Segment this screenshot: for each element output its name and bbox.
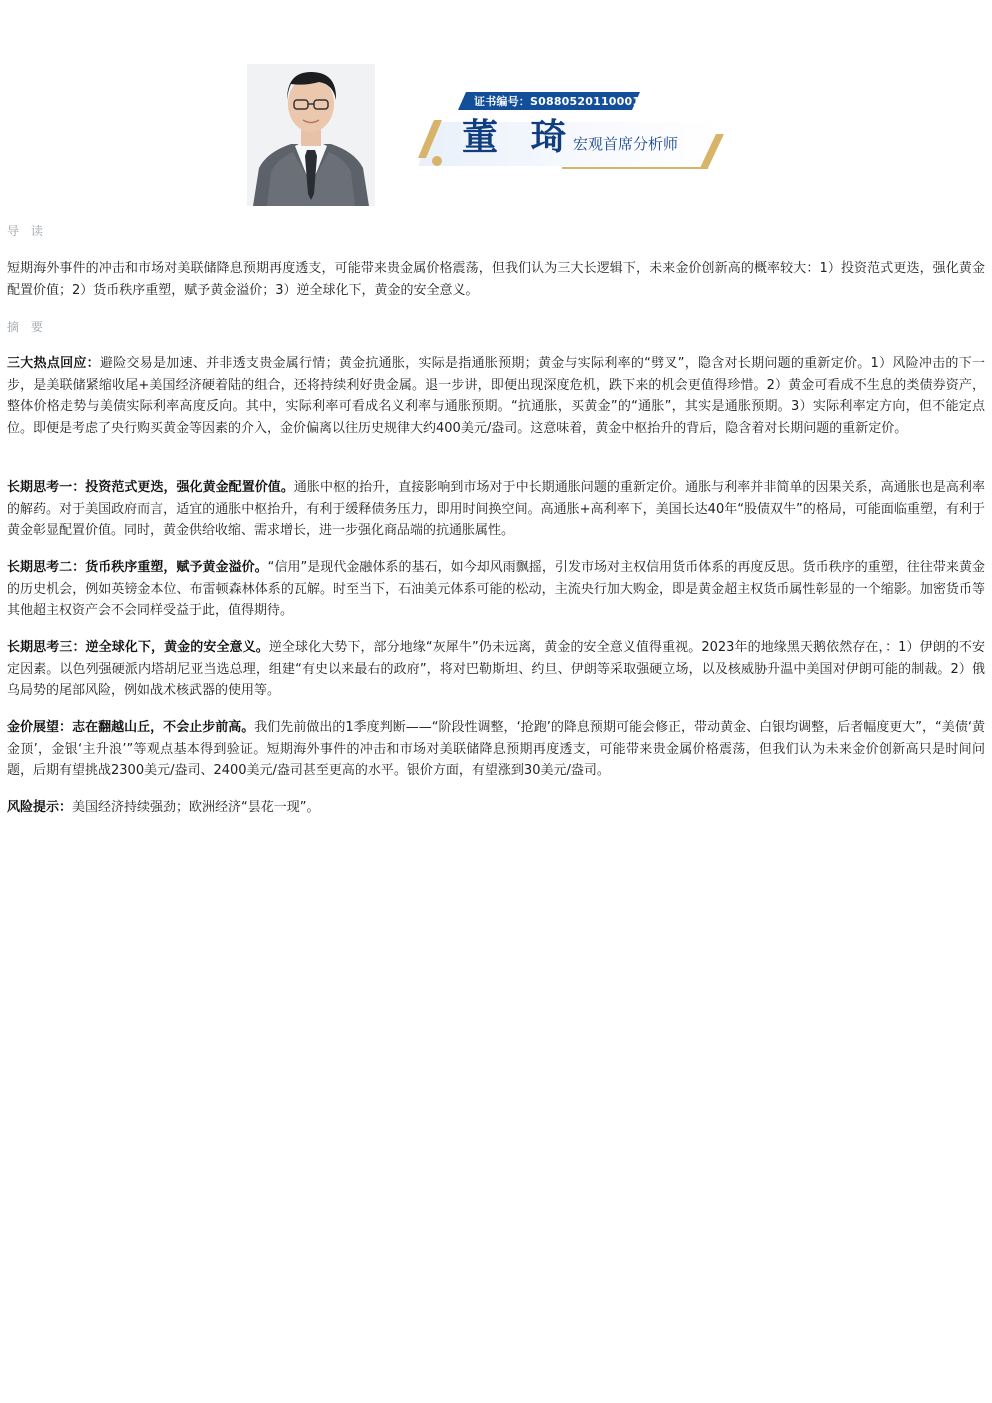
analyst-header <box>0 0 992 215</box>
paragraph-lead: 长期思考三：逆全球化下，黄金的安全意义。 <box>7 640 269 655</box>
summary-paragraph-thought-two <box>7 557 985 622</box>
guide-label: 导 读 <box>7 224 47 238</box>
paragraph-body: 我们先前做出的1季度判断——“阶段性调整，‘抢跑’的降息预期可能会修正，带动黄金、白银均调整，后者幅度更大”，“美债‘黄金顶’，金银‘主升浪’”等观点基本得到验证。短期海外事件的冲击和市场对美联储降息预期再度透支，可能带来贵金属价格震荡，但我们认为未来金价创新高只是时间问题，后期有望挑战2300美元/盎司、2400美元/盎司甚至更高的水平。银价方面，有望涨到30美元/盎司。 <box>7 720 985 778</box>
summary-paragraph-risk <box>7 797 985 819</box>
paragraph-lead: 金价展望：志在翻越山丘，不会止步前高。 <box>7 720 255 735</box>
paragraph-body: “信用”是现代金融体系的基石，如今却风雨飘摇，引发市场对主权信用货币体系的再度反思。货币秩序的重塑，往往带来黄金的历史机会，例如英镑金本位、布雷顿森林体系的瓦解。时至当下，石油美元体系可能的松动，主流央行加大购金，即是黄金超主权货币属性彰显的一个缩影。加密货币等其他超主权资产会不会同样受益于此，值得期待。 <box>7 560 985 618</box>
paragraph-body: 逆全球化大势下，部分地缘“灰犀牛”仍未远离，黄金的安全意义值得重视。2023年的地缘黑天鹅依然存在，：1）伊朗的不安定因素。以色列强硬派内塔胡尼亚当选总理，组建“有史以来最右的政府”，将对巴勒斯坦、约旦、伊朗等采取强硬立场，以及核威胁升温中美国对伊朗可能的制裁。2）俄乌局势的尾部风险，例如战术核武器的使用等。 <box>7 640 985 698</box>
paragraph-body: 通胀中枢的抬升，直接影响到市场对于中长期通胀问题的重新定价。通胀与利率并非简单的因果关系，高通胀也是高利率的解药。对于美国政府而言，适宜的通胀中枢抬升，有利于缓释债务压力，即用时间换空间。高通胀+高利率下，美国长达40年“股债双牛”的格局，可能面临重塑，有利于黄金彰显配置价值。同时，黄金供给收缩、需求增长，进一步强化商品端的抗通胀属性。 <box>7 480 985 538</box>
paragraph-body: 避险交易是加速、并非透支贵金属行情；黄金抗通胀，实际是指通胀预期；黄金与实际利率的“劈叉”，隐含对长期问题的重新定价。1）风险冲击的下一步，是美联储紧缩收尾+美国经济硬着陆的组合，还将持续利好贵金属。退一步讲，即便出现深度危机，跌下来的机会更值得珍惜。2）黄金可看成不生息的类债券资产，整体价格走势与美债实际利率高度反向。其中，实际利率可看成名义利率与通胀预期。“抗通胀，买黄金”的“通胀”，其实是通胀预期。3）实际利率定方向，但不能定点位。即便是考虑了央行购买黄金等因素的介入，金价偏离以往历史规律大约400美元/盎司。这意味着，黄金中枢抬升的背后，隐含着对长期问题的重新定价。 <box>7 356 985 436</box>
analyst-photo <box>247 64 375 206</box>
summary-paragraph-outlook <box>7 717 985 782</box>
summary-paragraph-hotspots <box>7 353 985 439</box>
analyst-portrait-icon <box>247 64 375 206</box>
certificate-number: 证书编号：S0880520110001 <box>474 95 641 108</box>
analyst-role: 宏观首席分析师 <box>573 135 679 153</box>
paragraph-lead: 长期思考一：投资范式更迭，强化黄金配置价值。 <box>7 480 294 495</box>
paragraph-lead: 风险提示： <box>7 800 73 815</box>
analyst-name: 董 琦 <box>462 116 577 158</box>
summary-paragraph-thought-one <box>7 477 985 542</box>
guide-paragraph: 短期海外事件的冲击和市场对美联储降息预期再度透支，可能带来贵金属价格震荡，但我们认为三大长逻辑下，未来金价创新高的概率较大：1）投资范式更迭，强化黄金配置价值；2）货币秩序重塑，赋予黄金溢价；3）逆全球化下，黄金的安全意义。 <box>7 261 985 298</box>
summary-paragraph-thought-three <box>7 637 985 702</box>
paragraph-lead: 三大热点回应： <box>7 356 100 371</box>
summary-label: 摘 要 <box>7 320 47 334</box>
paragraph-body: 美国经济持续强劲；欧洲经济“昙花一现”。 <box>72 800 320 815</box>
paragraph-lead: 长期思考二：货币秩序重塑，赋予黄金溢价。 <box>7 560 268 575</box>
